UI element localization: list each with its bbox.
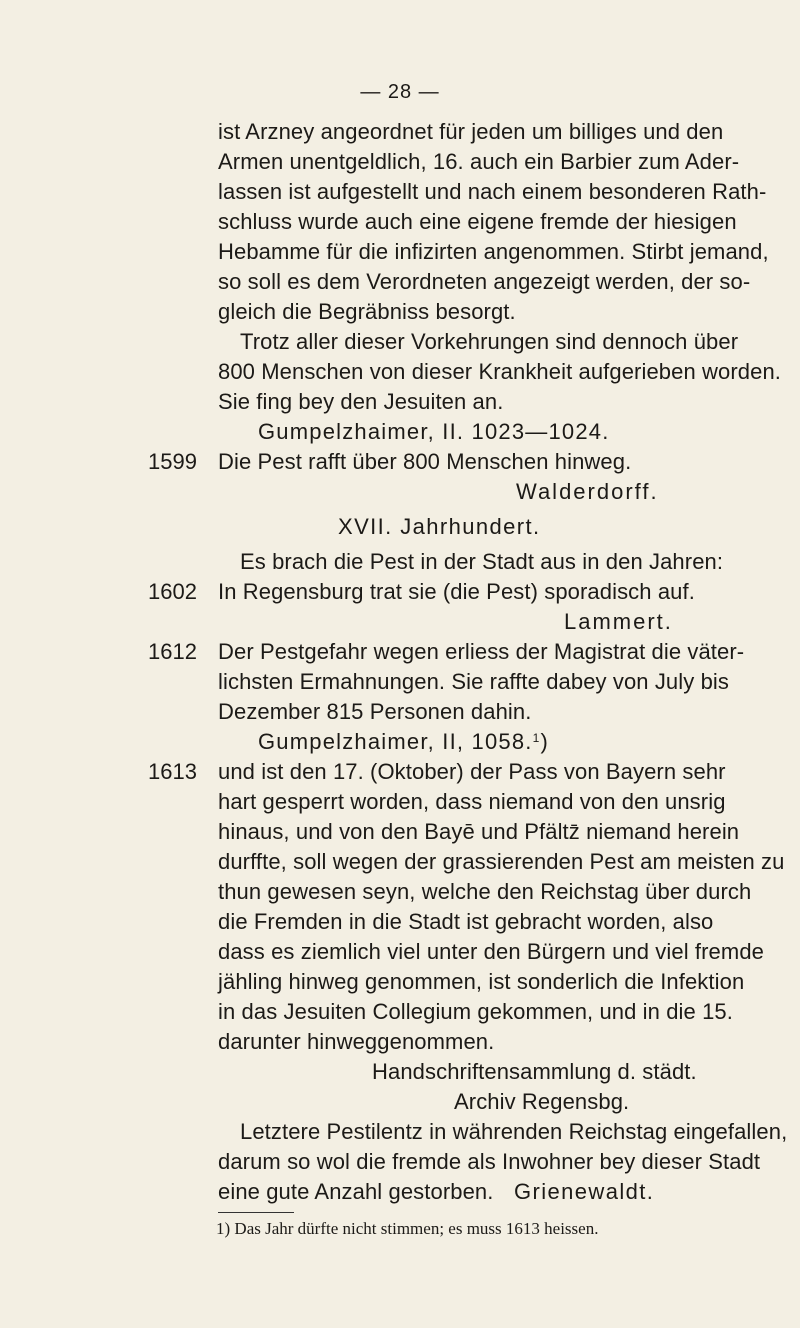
text-line: Dezember 815 Personen dahin. (218, 699, 532, 724)
footnote-ref: 1 (532, 731, 541, 745)
year-label: 1613 (148, 759, 197, 784)
footnote (216, 1216, 598, 1242)
text-line: Armen unentgeldlich, 16. auch ein Barbier zum Ader- (218, 149, 740, 174)
text-line: Der Pestgefahr wegen erliess der Magistrat die väter- (218, 639, 745, 664)
text-line: in das Jesuiten Collegium gekommen, und in die 15. (218, 999, 733, 1024)
text-line: Die Pest rafft über 800 Menschen hinweg. (218, 449, 632, 474)
text-line: und ist den 17. (Oktober) der Pass von Bayern sehr (218, 759, 726, 784)
page-number: — 28 — (360, 81, 440, 103)
text-line: Es brach die Pest in der Stadt aus in den Jahren: (240, 549, 724, 574)
citation: Lammert. (564, 609, 673, 634)
citation: Handschriftensammlung d. städt. (372, 1059, 697, 1084)
citation: Gumpelzhaimer, II, 1058.$^1$) (258, 729, 549, 754)
text-line: Hebamme für die infizirten angenommen. Stirbt jemand, (218, 239, 769, 264)
citation: Gumpelzhaimer, II. 1023—1024. (258, 419, 610, 444)
section-heading: XVII. Jahrhundert. (338, 514, 541, 539)
text-line: In Regensburg trat sie (die Pest) sporadisch auf. (218, 579, 695, 604)
footnote-divider (218, 1212, 294, 1213)
citation: Walderdorff. (516, 479, 659, 504)
text-line: 800 Menschen von dieser Krankheit aufgerieben worden. (218, 359, 781, 384)
text-line: darum so wol die fremde als Inwohner bey dieser Stadt (218, 1149, 761, 1174)
footnote-marker: 1) (216, 1219, 231, 1238)
text-line: jähling hinweg genommen, ist sonderlich die Infektion (218, 969, 745, 994)
text-line: die Fremden in die Stadt ist gebracht worden, also (218, 909, 714, 934)
text-line: Sie fing bey den Jesuiten an. (218, 389, 504, 414)
text-line: gleich die Begräbniss besorgt. (218, 299, 516, 324)
year-label: 1599 (148, 449, 197, 474)
year-label: 1602 (148, 579, 197, 604)
text-line: lassen ist aufgestellt und nach einem besonderen Rath- (218, 179, 767, 204)
citation: Grienewaldt. (514, 1179, 655, 1204)
text-line: schluss wurde auch eine eigene fremde der hiesigen (218, 209, 737, 234)
text-line: Letztere Pestilentz in währenden Reichstag eingefallen, (240, 1119, 788, 1144)
text-line: Trotz aller dieser Vorkehrungen sind dennoch über (240, 329, 739, 354)
citation-text: Gumpelzhaimer, II, 1058. (258, 729, 533, 754)
text-line: dass es ziemlich viel unter den Bürgern und viel fremde (218, 939, 764, 964)
text-line: eine gute Anzahl gestorben. (218, 1179, 494, 1204)
citation: Archiv Regensbg. (454, 1089, 630, 1114)
text-line: thun gewesen seyn, welche den Reichstag über durch (218, 879, 752, 904)
text-line: so soll es dem Verordneten angezeigt werden, der so- (218, 269, 751, 294)
text-line: hart gesperrt worden, dass niemand von den unsrig (218, 789, 726, 814)
text-line: ist Arzney angeordnet für jeden um billiges und den (218, 119, 724, 144)
text-line: durffte, soll wegen der grassierenden Pest am meisten zu (218, 849, 785, 874)
footnote-text: Das Jahr dürfte nicht stimmen; es muss 1613 heissen. (234, 1219, 599, 1238)
text-line: darunter hinweggenommen. (218, 1029, 495, 1054)
text-line: lichsten Ermahnungen. Sie raffte dabey von July bis (218, 669, 729, 694)
text-line: hinaus, und von den Bayē und Pfältz̄ niemand herein (218, 819, 740, 844)
year-label: 1612 (148, 639, 197, 664)
